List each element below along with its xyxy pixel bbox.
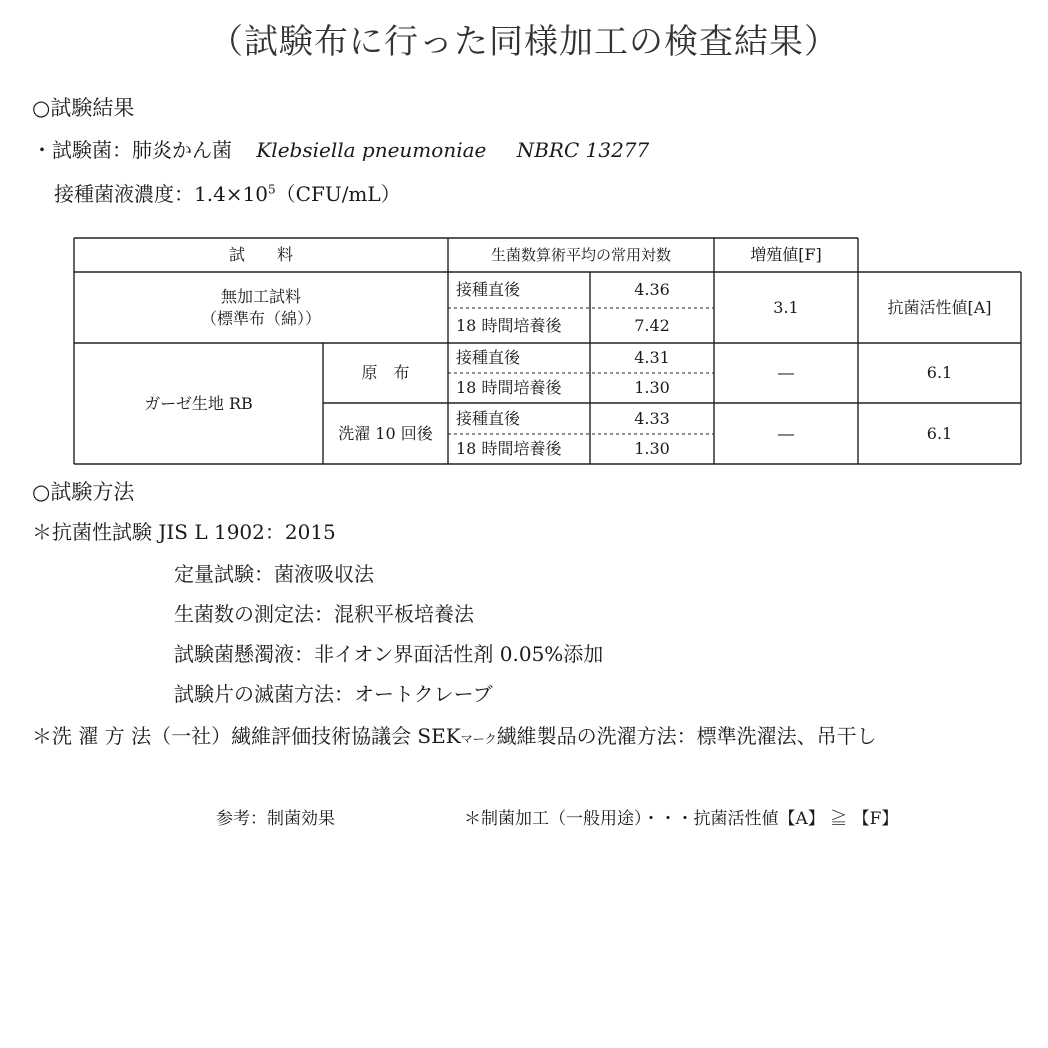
concentration-exponent: 5 — [268, 182, 276, 197]
original-value-18h: 1.30 — [634, 378, 670, 398]
original-activity-value: 6.1 — [926, 363, 953, 383]
washing-method-suffix: 繊維製品の洗濯方法：標準洗濯法、吊干し — [496, 724, 877, 748]
washed-value-initial: 4.33 — [634, 408, 670, 428]
test-bacteria-label: ・試験菌：肺炎かん菌 — [32, 138, 232, 162]
page-title: （試験布に行った同様加工の検査結果） — [209, 22, 839, 62]
unprocessed-label-line2: （標準布（綿）） — [200, 308, 321, 328]
unprocessed-value-18h: 7.42 — [634, 315, 670, 335]
sek-mark-label: マーク — [460, 732, 497, 746]
unprocessed-time-18h: 18 時間培養後 — [456, 315, 562, 335]
unprocessed-time-initial: 接種直後 — [456, 280, 521, 300]
sterilization-method: 試験片の滅菌方法：オートクレーブ — [174, 682, 493, 706]
original-value-initial: 4.31 — [634, 348, 670, 368]
gauze-washed-label: 洗濯 10 回後 — [338, 423, 433, 443]
reference-criterion: ＊制菌加工（一般用途）・・・抗菌活性値【A】 ≧ 【F】 — [464, 809, 899, 829]
header-log-count: 生菌数算術平均の常用対数 — [490, 245, 671, 264]
gauze-sample-label: ガーゼ生地 RB — [144, 393, 253, 413]
test-suspension: 試験菌懸濁液：非イオン界面活性剤 0.05%添加 — [174, 642, 604, 666]
quantitative-test: 定量試験：菌液吸収法 — [174, 562, 374, 586]
methods-heading: ○試験方法 — [32, 480, 135, 504]
unprocessed-sample-label — [74, 272, 448, 343]
concentration-label: 接種菌液濃度：1.4×10 — [54, 182, 269, 206]
results-heading: ○試験結果 — [32, 96, 135, 120]
original-time-18h: 18 時間培養後 — [456, 378, 562, 398]
washed-growth-value: ― — [778, 423, 794, 443]
count-method: 生菌数の測定法：混釈平板培養法 — [174, 602, 474, 626]
unprocessed-label-line1: 無加工試料 — [220, 286, 301, 306]
test-standard: ＊抗菌性試験 JIS L 1902：2015 — [32, 520, 336, 544]
unprocessed-value-initial: 4.36 — [634, 280, 670, 300]
bacteria-strain: NBRC 13277 — [516, 138, 650, 162]
washed-activity-value: 6.1 — [926, 423, 953, 443]
antibacterial-activity-header: 抗菌活性値[A] — [887, 297, 992, 317]
washed-time-initial: 接種直後 — [456, 408, 521, 428]
washed-time-18h: 18 時間培養後 — [456, 439, 562, 459]
reference-label: 参考：制菌効果 — [216, 809, 335, 829]
washing-method — [32, 720, 877, 749]
washed-value-18h: 1.30 — [634, 439, 670, 459]
header-sample: 試 料 — [228, 245, 293, 265]
gauze-original-label: 原 布 — [361, 363, 410, 383]
concentration-unit: （CFU/mL） — [275, 182, 401, 206]
header-growth: 増殖値[F] — [750, 245, 822, 265]
washing-method-prefix: ＊洗 濯 方 法（一社）繊維評価技術協議会 SEK — [32, 724, 461, 748]
original-growth-value: ― — [778, 363, 794, 383]
bacteria-scientific-name: Klebsiella pneumoniae — [256, 138, 487, 162]
original-time-initial: 接種直後 — [456, 348, 521, 368]
growth-value: 3.1 — [773, 297, 799, 317]
